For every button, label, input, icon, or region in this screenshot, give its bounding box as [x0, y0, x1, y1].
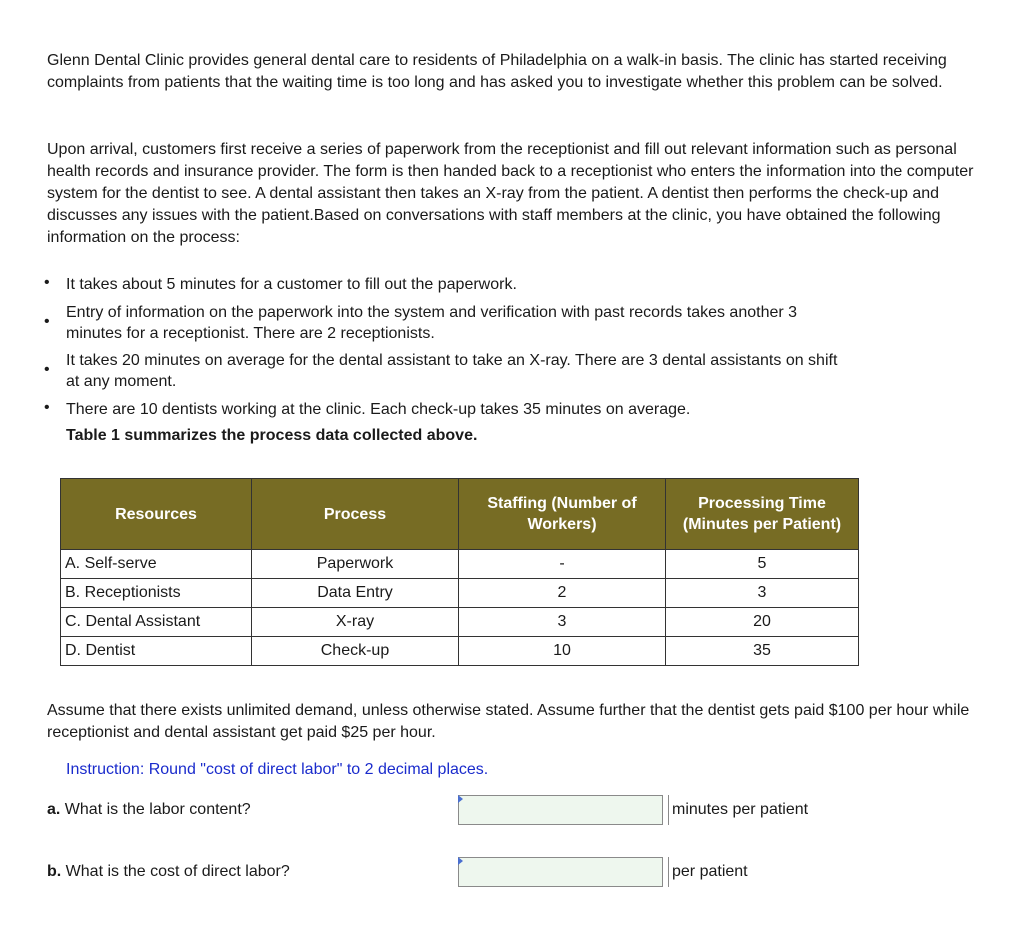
- table-summary: Table 1 summarizes the process data collected above.: [66, 427, 478, 444]
- cell-time: 3: [666, 579, 859, 608]
- direct-labor-cost-unit: per patient: [668, 857, 748, 887]
- header-staffing: Staffing (Number of Workers): [459, 479, 666, 550]
- cell-resource: A. Self-serve: [61, 550, 252, 579]
- bullet-item: It takes 20 minutes on average for the dental assistant to take an X-ray. There are 3 dental assistants on shift at any moment.: [66, 352, 838, 390]
- cell-resource: D. Dentist: [61, 637, 252, 666]
- question-a-label: a.: [47, 801, 61, 818]
- header-process: Process: [252, 479, 459, 550]
- cell-resource: B. Receptionists: [61, 579, 252, 608]
- bullet-dot: •: [44, 313, 50, 330]
- question-b-text: What is the cost of direct labor?: [61, 863, 290, 880]
- question-a-text: What is the labor content?: [60, 801, 251, 818]
- cell-time: 20: [666, 608, 859, 637]
- labor-content-unit: minutes per patient: [668, 795, 808, 825]
- table-row: [61, 637, 859, 666]
- cell-time: 5: [666, 550, 859, 579]
- bullet-item: There are 10 dentists working at the clinic. Each check-up takes 35 minutes on average.: [66, 401, 691, 418]
- table-header-row: [61, 479, 859, 550]
- cell-time: 35: [666, 637, 859, 666]
- question-a: [47, 801, 251, 819]
- table-row: [61, 550, 859, 579]
- intro-paragraph-2: Upon arrival, customers first receive a series of paperwork from the receptionist and fill out relevant information such as personal health records and insurance provider. The form is then handed back to a receptionist who enters the information into the computer system for the dentist to see. A dental assistant then takes an X-ray from the patient. A dentist then performs the check-up and discusses any issues with the patient.Based on conversations with staff members at the clinic, you have obtained the following information on the process:: [47, 141, 974, 246]
- table-row: [61, 579, 859, 608]
- cell-staffing: 3: [459, 608, 666, 637]
- header-processing-time: Processing Time (Minutes per Patient): [666, 479, 859, 550]
- question-b-label: b.: [47, 863, 62, 880]
- table-row: [61, 608, 859, 637]
- assumption-paragraph: Assume that there exists unlimited demand, unless otherwise stated. Assume further that the dentist gets paid $100 per hour while receptionist and dental assistant get paid $25 per hour.: [47, 702, 970, 741]
- bullet-item: Entry of information on the paperwork into the system and verification with past records takes another 3 minutes for a receptionist. There are 2 receptionists.: [66, 304, 798, 342]
- cell-process: Check-up: [252, 637, 459, 666]
- instruction-text: Instruction: Round "cost of direct labor" to 2 decimal places.: [66, 761, 489, 778]
- cell-resource: C. Dental Assistant: [61, 608, 252, 637]
- cell-staffing: 2: [459, 579, 666, 608]
- bullet-item: It takes about 5 minutes for a customer to fill out the paperwork.: [66, 276, 517, 293]
- cell-process: Paperwork: [252, 550, 459, 579]
- process-table: [60, 478, 859, 666]
- labor-content-input[interactable]: [458, 795, 663, 825]
- cell-process: X-ray: [252, 608, 459, 637]
- cell-staffing: 10: [459, 637, 666, 666]
- intro-paragraph-1: Glenn Dental Clinic provides general dental care to residents of Philadelphia on a walk-in basis. The clinic has started receiving complaints from patients that the waiting time is too long and has asked you to investigate whether this problem can be solved.: [47, 52, 947, 91]
- bullet-dot: •: [44, 399, 50, 416]
- bullet-dot: •: [44, 274, 50, 291]
- cell-staffing: -: [459, 550, 666, 579]
- direct-labor-cost-input[interactable]: [458, 857, 663, 887]
- header-resources: Resources: [61, 479, 252, 550]
- cell-process: Data Entry: [252, 579, 459, 608]
- question-b: [47, 863, 290, 881]
- bullet-dot: •: [44, 361, 50, 378]
